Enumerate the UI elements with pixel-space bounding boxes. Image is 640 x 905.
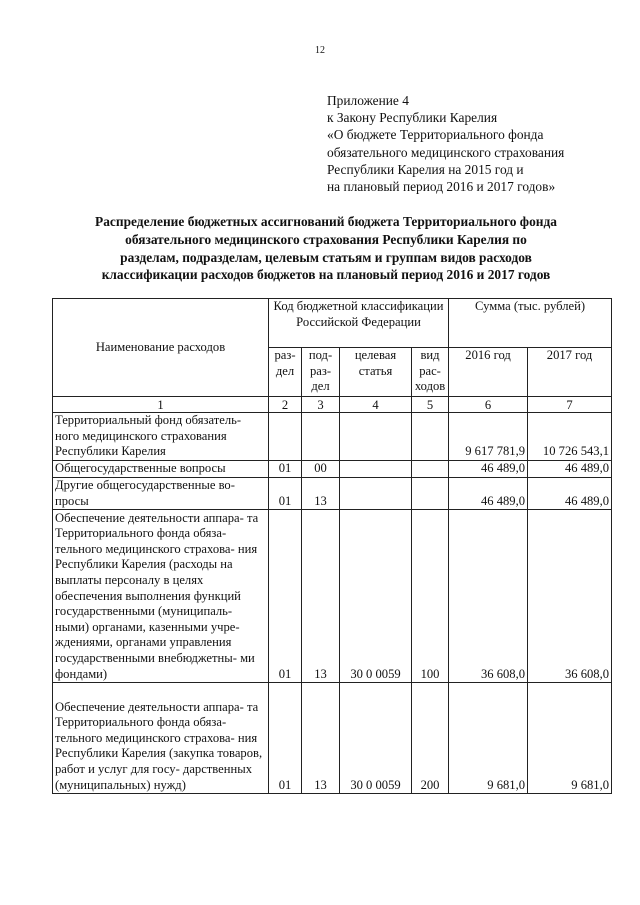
row-razdel: 01 xyxy=(269,683,302,794)
appendix-reference xyxy=(327,92,627,195)
row-vid xyxy=(412,461,449,478)
row-name: Другие общегосударственные во- просы xyxy=(53,478,269,510)
column-number: 4 xyxy=(340,397,412,413)
row-podrazdel: 13 xyxy=(302,510,340,683)
header-row-top xyxy=(53,299,612,348)
row-name: Обеспечение деятельности аппара- та Территориального фонда обяза- тельного медицинского страхова- ния Республики Карелия (расходы на выплаты персоналу в целях обеспечения выполнения функций государственными (муниципаль- ными) органами, казенными учре- ждениями, органами управления государственными внебюджетны- ми фондами) xyxy=(53,510,269,683)
column-numbers-row xyxy=(53,397,612,413)
header-code-group: Код бюджетной классификации Российской Федерации xyxy=(269,299,449,348)
row-name: Общегосударственные вопросы xyxy=(53,461,269,478)
table-row xyxy=(53,478,612,510)
header-podrazdel: под- раз- дел xyxy=(302,348,340,397)
row-name: Территориальный фонд обязатель- ного медицинского страхования Республики Карелия xyxy=(53,413,269,461)
row-podrazdel: 13 xyxy=(302,683,340,794)
row-celevaya: 30 0 0059 xyxy=(340,683,412,794)
column-number: 2 xyxy=(269,397,302,413)
row-2016: 46 489,0 xyxy=(449,461,528,478)
table-row xyxy=(53,461,612,478)
row-celevaya: 30 0 0059 xyxy=(340,510,412,683)
title-line: Распределение бюджетных ассигнований бюджета Территориального фонда xyxy=(95,214,557,229)
row-podrazdel: 00 xyxy=(302,461,340,478)
row-razdel: 01 xyxy=(269,510,302,683)
header-2017: 2017 год xyxy=(528,348,612,397)
row-vid: 100 xyxy=(412,510,449,683)
row-2017: 10 726 543,1 xyxy=(528,413,612,461)
row-2017: 9 681,0 xyxy=(528,683,612,794)
header-2016: 2016 год xyxy=(449,348,528,397)
row-2017: 46 489,0 xyxy=(528,478,612,510)
row-2016: 36 608,0 xyxy=(449,510,528,683)
row-razdel: 01 xyxy=(269,461,302,478)
column-number: 6 xyxy=(449,397,528,413)
appendix-line: «О бюджете Территориального фонда xyxy=(327,127,544,143)
row-2016: 9 617 781,9 xyxy=(449,413,528,461)
row-razdel xyxy=(269,413,302,461)
title-line: разделам, подразделам, целевым статьям и группам видов расходов xyxy=(120,249,532,265)
header-sum-group: Сумма (тыс. рублей) xyxy=(449,299,612,348)
page-number: 12 xyxy=(315,45,325,56)
header-name: Наименование расходов xyxy=(53,299,269,397)
appendix-line: Приложение 4 xyxy=(327,93,409,108)
table-row xyxy=(53,413,612,461)
row-2017: 46 489,0 xyxy=(528,461,612,478)
row-vid xyxy=(412,413,449,461)
row-razdel: 01 xyxy=(269,478,302,510)
column-number: 3 xyxy=(302,397,340,413)
budget-table xyxy=(52,298,612,794)
table-row xyxy=(53,683,612,794)
header-vid: вид рас- ходов xyxy=(412,348,449,397)
appendix-line: Республики Карелия на 2015 год и xyxy=(327,161,524,177)
title-line: классификации расходов бюджетов на плановый период 2016 и 2017 годов xyxy=(101,267,551,283)
appendix-line: на плановый период 2016 и 2017 годов» xyxy=(327,179,556,195)
column-number: 7 xyxy=(528,397,612,413)
row-celevaya xyxy=(340,478,412,510)
column-number: 5 xyxy=(412,397,449,413)
row-2017: 36 608,0 xyxy=(528,510,612,683)
table-row xyxy=(53,510,612,683)
row-celevaya xyxy=(340,413,412,461)
row-podrazdel xyxy=(302,413,340,461)
row-2016: 46 489,0 xyxy=(449,478,528,510)
row-name: Обеспечение деятельности аппара- та Территориального фонда обяза- тельного медицинского страхова- ния Республики Карелия (закупка товаров, работ и услуг для госу- дарственных (муниципальных) нужд) xyxy=(53,683,269,794)
row-podrazdel: 13 xyxy=(302,478,340,510)
appendix-line: к Закону Республики Карелия xyxy=(327,110,498,126)
header-celevaya: целевая статья xyxy=(340,348,412,397)
header-razdel: раз- дел xyxy=(269,348,302,397)
row-2016: 9 681,0 xyxy=(449,683,528,794)
column-number: 1 xyxy=(53,397,269,413)
document-title xyxy=(40,213,612,284)
appendix-line: обязательного медицинского страхования xyxy=(327,144,565,160)
row-celevaya xyxy=(340,461,412,478)
row-vid: 200 xyxy=(412,683,449,794)
row-vid xyxy=(412,478,449,510)
title-line: обязательного медицинского страхования Республики Карелия по xyxy=(125,231,527,247)
